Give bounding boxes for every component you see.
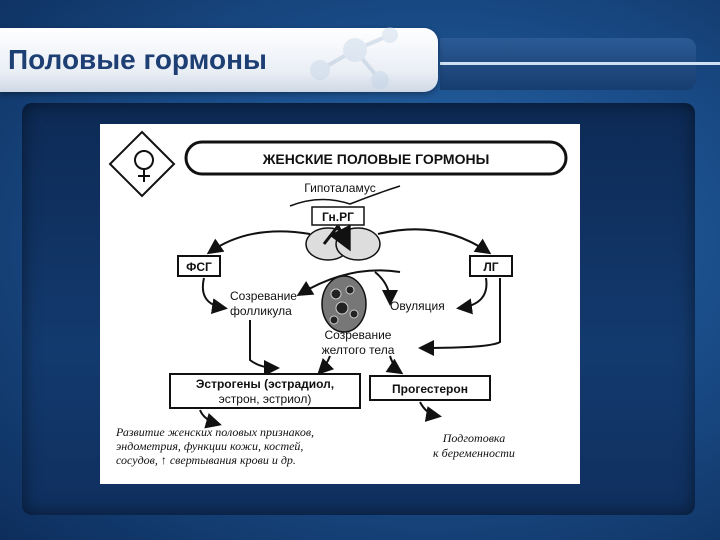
corpus-label-line1: Созревание	[324, 328, 392, 342]
fsh-label: ФСГ	[186, 260, 212, 274]
female-symbol-icon	[110, 132, 174, 196]
ovary-icon	[322, 276, 366, 332]
pituitary-gland	[306, 226, 380, 260]
arrow-to-fsh	[210, 231, 310, 252]
slide-title: Половые гормоны	[8, 44, 267, 75]
arrow-estrogens-effects	[200, 410, 218, 424]
pregnancy-line1: Подготовка	[442, 431, 506, 445]
arrow-progesterone-pregnancy	[420, 402, 438, 416]
arrow-follicle-estrogens	[250, 320, 276, 368]
hormone-diagram	[100, 124, 580, 484]
follicle-label-line1: Созревание	[230, 289, 297, 303]
header-rule	[440, 62, 720, 65]
follicle-label-line2: фолликула	[230, 304, 292, 318]
effects-line3: сосудов, ↑ свертывания крови и др.	[116, 453, 296, 467]
effects-line2: эндометрия, функции кожи, костей,	[116, 439, 304, 453]
arrow-to-ovulation	[375, 272, 390, 302]
arrow-lh-corpus	[422, 278, 500, 348]
gnrh-label: Гн.РГ	[322, 210, 354, 224]
estrogens-label-line2: эстрон, эстриол)	[218, 392, 312, 406]
hypothalamus-label: Гипоталамус	[304, 181, 376, 195]
estrogens-label-line1: Эстрогены (эстрадиол,	[195, 377, 335, 391]
arrow-corpus-progesterone	[390, 356, 400, 372]
effects-line1: Развитие женских половых признаков,	[116, 425, 315, 439]
arrow-corpus-estrogens	[320, 356, 330, 372]
lh-label: ЛГ	[483, 260, 499, 274]
diagram-header: ЖЕНСКИЕ ПОЛОВЫЕ ГОРМОНЫ	[262, 151, 490, 167]
progesterone-label: Прогестерон	[392, 382, 468, 396]
arrow-to-lh	[378, 229, 488, 252]
arrow-fsh-follicle	[203, 278, 224, 308]
ovulation-label: Овуляция	[390, 299, 445, 313]
arrow-lh-ovulation	[460, 278, 486, 308]
molecule-decoration	[300, 20, 420, 100]
pregnancy-line2: к беременности	[433, 446, 515, 460]
corpus-label-line2: желтого тела	[321, 343, 395, 357]
